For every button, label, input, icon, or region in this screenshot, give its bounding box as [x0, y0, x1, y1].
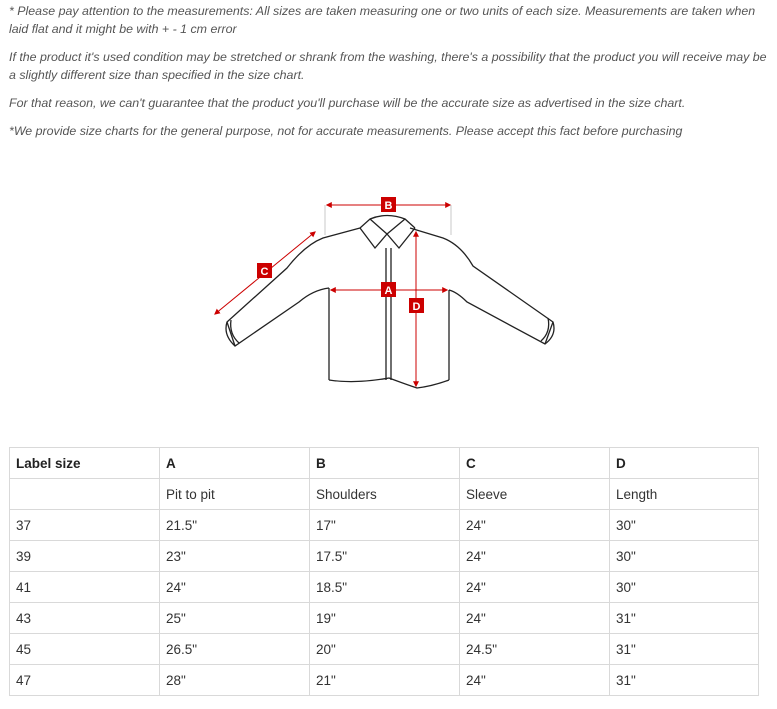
size-chart-table: [9, 447, 759, 696]
header-b: B: [310, 448, 460, 479]
table-cell: 24": [160, 572, 310, 603]
table-header-row: [10, 448, 759, 479]
table-cell: 45: [10, 634, 160, 665]
table-row: [10, 541, 759, 572]
table-cell: 19": [310, 603, 460, 634]
table-cell: 23": [160, 541, 310, 572]
table-cell: 24.5": [460, 634, 610, 665]
table-cell: 47: [10, 665, 160, 696]
table-cell: 24": [460, 603, 610, 634]
table-cell: 30": [610, 510, 759, 541]
table-cell: 20": [310, 634, 460, 665]
table-cell: 17.5": [310, 541, 460, 572]
table-cell: 26.5": [160, 634, 310, 665]
table-row: [10, 665, 759, 696]
table-row: [10, 572, 759, 603]
label-a: A: [384, 285, 393, 297]
label-d: D: [412, 301, 421, 313]
table-cell: 37: [10, 510, 160, 541]
label-c: C: [260, 266, 269, 278]
subheader-sleeve: Sleeve: [460, 479, 610, 510]
shirt-diagram-svg: [205, 190, 565, 395]
subheader-pit-to-pit: Pit to pit: [160, 479, 310, 510]
table-cell: 24": [460, 665, 610, 696]
header-d: D: [610, 448, 759, 479]
table-row: [10, 510, 759, 541]
table-cell: 31": [610, 634, 759, 665]
table-cell: 41: [10, 572, 160, 603]
table-cell: 24": [460, 510, 610, 541]
table-subheader-row: [10, 479, 759, 510]
table-cell: 24": [460, 572, 610, 603]
table-cell: 31": [610, 603, 759, 634]
shirt-measurement-diagram: [205, 190, 565, 395]
table-cell: 21": [310, 665, 460, 696]
subheader-cell: [10, 479, 160, 510]
header-c: C: [460, 448, 610, 479]
table-cell: 39: [10, 541, 160, 572]
table-cell: 28": [160, 665, 310, 696]
table-cell: 30": [610, 541, 759, 572]
table-cell: 30": [610, 572, 759, 603]
table-cell: 17": [310, 510, 460, 541]
subheader-length: Length: [610, 479, 759, 510]
note-measurement-method: * Please pay attention to the measurements: All sizes are taken measuring one or two units of each size. Measurements are taken when laid flat and it might be with + - 1 cm error: [9, 4, 756, 36]
table-row: [10, 634, 759, 665]
subheader-shoulders: Shoulders: [310, 479, 460, 510]
shirt-outline: [226, 216, 554, 389]
table-cell: 25": [160, 603, 310, 634]
header-a: A: [160, 448, 310, 479]
table-cell: 43: [10, 603, 160, 634]
note-no-guarantee: For that reason, we can't guarantee that the product you'll purchase will be the accurate size as advertised in the size chart.: [9, 96, 686, 110]
measurement-notes: [9, 2, 769, 150]
table-cell: 24": [460, 541, 610, 572]
table-cell: 18.5": [310, 572, 460, 603]
table-cell: 31": [610, 665, 759, 696]
note-general-purpose: *We provide size charts for the general purpose, not for accurate measurements. Please accept this fact before purchasing: [9, 124, 683, 138]
table-row: [10, 603, 759, 634]
note-used-condition: If the product it's used condition may be stretched or shrank from the washing, there's a possibility that the product you will receive may be a slightly different size than specified in the size chart.: [9, 50, 767, 82]
table-cell: 21.5": [160, 510, 310, 541]
label-b: B: [384, 200, 393, 212]
header-label-size: Label size: [10, 448, 160, 479]
